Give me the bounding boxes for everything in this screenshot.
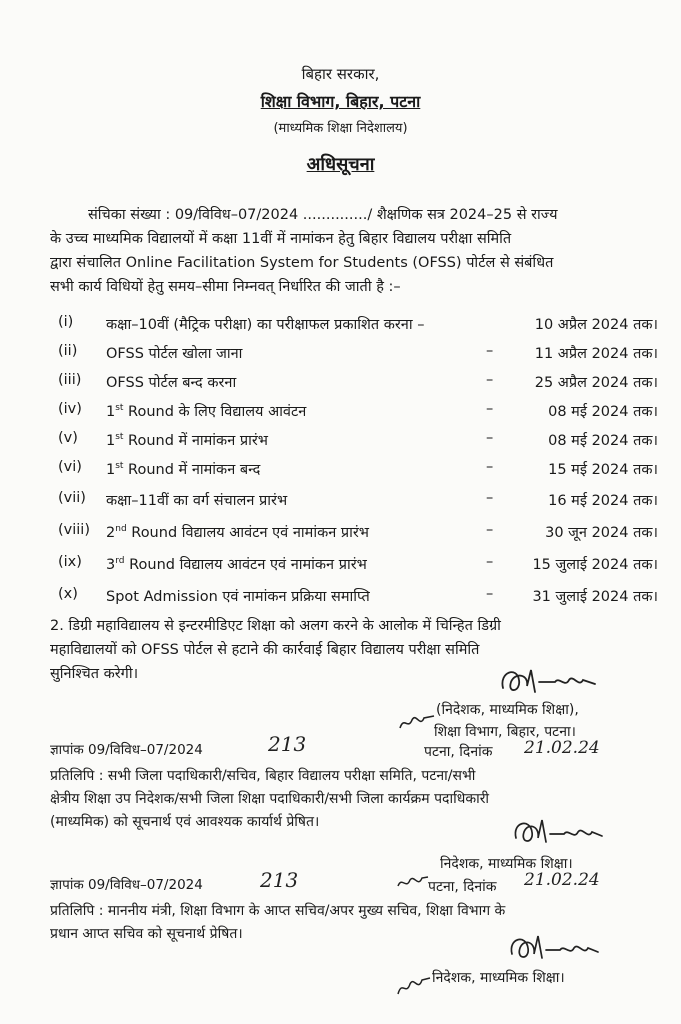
memo2-signer: निदेशक, माध्यमिक शिक्षा। — [432, 970, 565, 986]
row-activity: कक्षा–10वीं (मैट्रिक परीक्षा) का परीक्षाफल प्रकाशित करना – — [106, 317, 425, 333]
signature-director-1 — [495, 662, 605, 700]
row-number: (v) — [58, 430, 78, 446]
row-dash: – — [486, 401, 494, 417]
row-dash: – — [486, 586, 494, 602]
memo1-ref: ज्ञापांक 09/विविध–07/2024 — [50, 742, 203, 758]
schedule-row — [58, 586, 658, 608]
header-department: शिक्षा विभाग, बिहार, पटना — [260, 92, 421, 111]
para2-line-2: महाविद्यालयों को OFSS पोर्टल से हटाने की कार्रवाई बिहार विद्यालय परीक्षा समिति — [50, 642, 480, 658]
row-number: (ix) — [58, 554, 82, 570]
row-activity: Spot Admission एवं नामांकन प्रक्रिया समाप्ति — [106, 589, 370, 605]
schedule-row — [58, 343, 658, 365]
row-activity: OFSS पोर्टल खोला जाना — [106, 346, 243, 362]
row-activity: कक्षा–11वीं का वर्ग संचालन प्रारंभ — [106, 493, 288, 509]
row-date: 08 मई 2024 तक। — [548, 404, 658, 420]
para2-line-1: 2. डिग्री महाविद्यालय से इन्टरमीडिएट शिक्षा को अलग करने के आलोक में चिन्हित डिग्री — [50, 618, 501, 634]
schedule-row — [58, 401, 658, 423]
row-activity: 3rd Round विद्यालय आवंटन एवं नामांकन प्रारंभ — [106, 556, 367, 573]
row-date: 16 मई 2024 तक। — [548, 493, 658, 509]
row-date: 11 अप्रैल 2024 तक। — [534, 346, 658, 362]
row-date: 08 मई 2024 तक। — [548, 433, 658, 449]
initials-mark-3 — [396, 972, 432, 1000]
memo1-ref-number: 213 — [268, 732, 307, 756]
initials-mark-1 — [398, 710, 438, 734]
memo1-place-date: पटना, दिनांक — [424, 744, 493, 760]
intro-line-4: सभी कार्य विधियों हेतु समय–सीमा निम्नवत् निर्धारित की जाती है :– — [50, 279, 401, 295]
row-dash: – — [486, 372, 494, 388]
schedule-row — [58, 459, 658, 481]
row-date: 25 अप्रैल 2024 तक। — [534, 375, 658, 391]
intro-line-1: संचिका संख्या : 09/विविध–07/2024 ............../ शैक्षणिक सत्र 2024–25 से राज्य — [88, 207, 558, 223]
row-number: (vi) — [58, 459, 82, 475]
schedule-row — [58, 554, 658, 576]
ordinal-suffix: nd — [115, 524, 127, 535]
row-number: (ii) — [58, 343, 78, 359]
para2-line-3: सुनिश्चित करेगी। — [50, 666, 139, 682]
row-dash: – — [486, 343, 494, 359]
schedule-row — [58, 522, 658, 544]
row-number: (iii) — [58, 372, 82, 388]
row-number: (iv) — [58, 401, 82, 417]
row-date: 15 जुलाई 2024 तक। — [532, 557, 658, 573]
row-dash: – — [486, 490, 494, 506]
memo2-place-date: पटना, दिनांक — [428, 879, 497, 895]
row-activity: OFSS पोर्टल बन्द करना — [106, 375, 237, 391]
memo1-signer: निदेशक, माध्यमिक शिक्षा। — [440, 856, 573, 872]
initials-mark-2 — [396, 872, 430, 892]
signature-director-2 — [510, 814, 605, 850]
signer-dept-1: शिक्षा विभाग, बिहार, पटना। — [434, 724, 576, 740]
row-number: (viii) — [58, 522, 90, 538]
memo1-line-3: (माध्यमिक) को सूचनार्थ एवं आवश्यक कार्यार्थ प्रेषित। — [50, 814, 320, 830]
ordinal-suffix: st — [115, 461, 124, 472]
row-date: 30 जून 2024 तक। — [545, 525, 658, 541]
row-activity: 1st Round में नामांकन प्रारंभ — [106, 432, 268, 449]
ordinal-suffix: rd — [115, 556, 125, 567]
header-government: बिहार सरकार, — [301, 65, 380, 83]
memo1-date: 21.02.24 — [524, 738, 600, 758]
schedule-row — [58, 430, 658, 452]
row-dash: – — [486, 554, 494, 570]
schedule-row — [58, 490, 658, 512]
ordinal-suffix: st — [115, 403, 124, 414]
memo2-date: 21.02.24 — [524, 870, 600, 890]
header-directorate: (माध्यमिक शिक्षा निदेशालय) — [273, 121, 408, 136]
row-dash: – — [486, 430, 494, 446]
row-number: (vii) — [58, 490, 86, 506]
memo2-line-2: प्रधान आप्त सचिव को सूचनार्थ प्रेषित। — [50, 926, 243, 942]
row-activity: 1st Round के लिए विद्यालय आवंटन — [106, 403, 307, 420]
memo1-line-2: क्षेत्रीय शिक्षा उप निदेशक/सभी जिला शिक्षा पदाधिकारी/सभी जिला कार्यक्रम पदाधिकारी — [50, 791, 490, 807]
row-number: (x) — [58, 586, 78, 602]
memo2-ref-number: 213 — [260, 868, 299, 892]
row-date: 15 मई 2024 तक। — [548, 462, 658, 478]
schedule-row — [58, 372, 658, 394]
signer-title-1: (निदेशक, माध्यमिक शिक्षा), — [436, 702, 579, 718]
row-activity: 1st Round में नामांकन बन्द — [106, 461, 261, 478]
row-date: 31 जुलाई 2024 तक। — [532, 589, 658, 605]
intro-line-3: द्वारा संचालित Online Facilitation System for Students (OFSS) पोर्टल से संबंधित — [50, 255, 554, 271]
memo2-ref: ज्ञापांक 09/विविध–07/2024 — [50, 877, 203, 893]
row-number: (i) — [58, 314, 74, 330]
row-dash: – — [486, 459, 494, 475]
memo2-line-1: प्रतिलिपि : माननीय मंत्री, शिक्षा विभाग के आप्त सचिव/अपर मुख्य सचिव, शिक्षा विभाग के — [50, 903, 506, 919]
document-title: अधिसूचना — [306, 154, 375, 175]
row-dash: – — [486, 522, 494, 538]
row-date: 10 अप्रैल 2024 तक। — [534, 317, 658, 333]
intro-line-2: के उच्च माध्यमिक विद्यालयों में कक्षा 11वीं में नामांकन हेतु बिहार विद्यालय परीक्षा समिति — [50, 231, 512, 247]
ordinal-suffix: st — [115, 432, 124, 443]
row-activity: 2nd Round विद्यालय आवंटन एवं नामांकन प्रारंभ — [106, 524, 369, 541]
signature-director-3 — [506, 930, 601, 966]
schedule-row — [58, 314, 658, 336]
memo1-line-1: प्रतिलिपि : सभी जिला पदाधिकारी/सचिव, बिहार विद्यालय परीक्षा समिति, पटना/सभी — [50, 768, 476, 784]
